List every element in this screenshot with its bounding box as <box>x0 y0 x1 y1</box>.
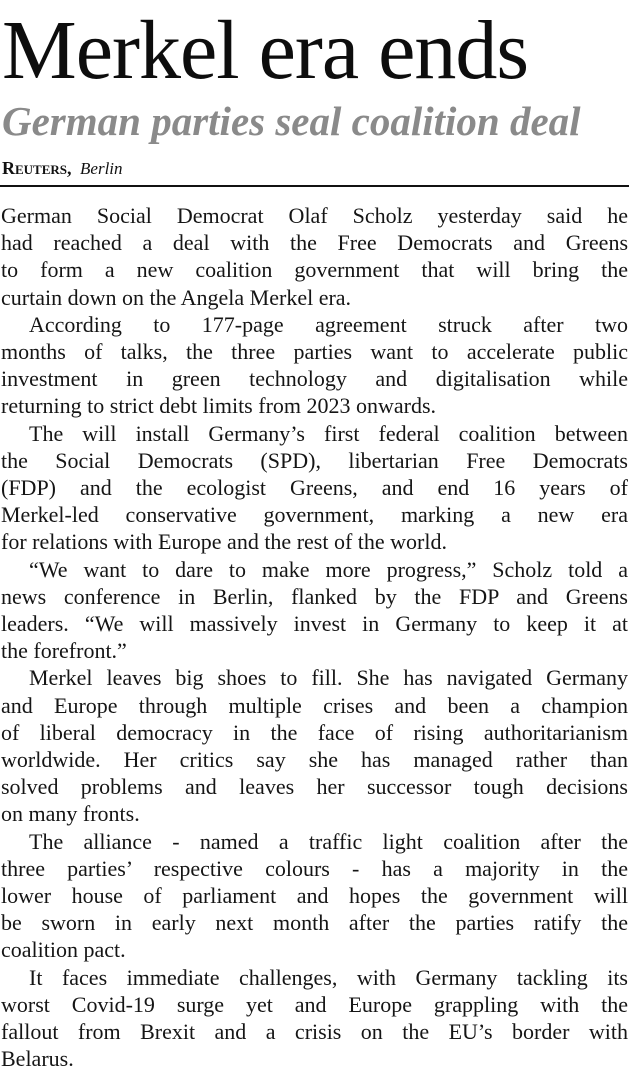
text-line: three parties’ respective colours - has a majority in the <box>1 855 628 881</box>
article-paragraph <box>1 311 628 420</box>
text-line: “We want to dare to make more progress,” Scholz told a <box>29 556 628 582</box>
text-line: The alliance - named a traffic light coalition after the <box>29 828 628 854</box>
byline-agency: Reuters, <box>2 158 72 178</box>
byline-divider <box>0 185 629 187</box>
text-line: on many fronts. <box>1 801 140 827</box>
article-paragraph <box>1 202 628 311</box>
article-paragraph <box>1 964 628 1073</box>
text-line: worst Covid-19 surge yet and Europe grappling with the <box>1 991 628 1017</box>
text-line: According to 177-page agreement struck after two <box>29 311 628 337</box>
byline-city: Berlin <box>80 159 123 178</box>
text-line: the forefront.” <box>1 638 127 664</box>
text-line: months of talks, the three parties want to accelerate public <box>1 339 628 365</box>
text-line: Merkel-led conservative government, marking a new era <box>1 502 628 528</box>
article-paragraph <box>1 420 628 556</box>
text-line: the Social Democrats (SPD), libertarian Free Democrats <box>1 447 628 473</box>
text-line: German Social Democrat Olaf Scholz yesterday said he <box>1 203 628 228</box>
text-line: worldwide. Her critics say she has managed rather than <box>1 747 628 773</box>
text-line: news conference in Berlin, flanked by the FDP and Greens <box>1 583 628 609</box>
article-paragraph <box>1 828 628 964</box>
headline: Merkel era ends <box>2 4 529 97</box>
text-line: to form a new coalition government that will bring the <box>1 257 628 283</box>
article-body <box>1 202 628 1073</box>
text-line: lower house of parliament and hopes the government will <box>1 883 628 909</box>
text-line: The will install Germany’s first federal coalition between <box>29 420 628 446</box>
text-line: and Europe through multiple crises and been a champion <box>1 692 628 718</box>
text-line: be sworn in early next month after the parties ratify the <box>1 910 628 936</box>
text-line: of liberal democracy in the face of rising authoritarianism <box>1 719 628 745</box>
text-line: leaders. “We will massively invest in Germany to keep it at <box>1 611 628 637</box>
text-line: returning to strict debt limits from 2023 onwards. <box>1 393 437 419</box>
article-paragraph <box>1 664 628 827</box>
text-line: (FDP) and the ecologist Greens, and end 16 years of <box>1 475 628 501</box>
byline <box>2 155 123 182</box>
text-line: Merkel leaves big shoes to fill. She has navigated Germany <box>29 665 628 691</box>
text-line: coalition pact. <box>1 937 126 963</box>
text-line: curtain down on the Angela Merkel era. <box>1 284 352 310</box>
article-paragraph <box>1 556 628 665</box>
text-line: Belarus. <box>1 1046 74 1072</box>
text-line: solved problems and leaves her successor tough decisions <box>1 774 628 800</box>
text-line: for relations with Europe and the rest of the world. <box>1 529 447 555</box>
text-line: fallout from Brexit and a crisis on the EU’s border with <box>1 1019 628 1045</box>
text-line: It faces immediate challenges, with Germany tackling its <box>29 964 628 990</box>
text-line: investment in green technology and digitalisation while <box>1 366 628 392</box>
text-line: had reached a deal with the Free Democrats and Greens <box>1 230 628 256</box>
subheadline: German parties seal coalition deal <box>2 98 581 144</box>
